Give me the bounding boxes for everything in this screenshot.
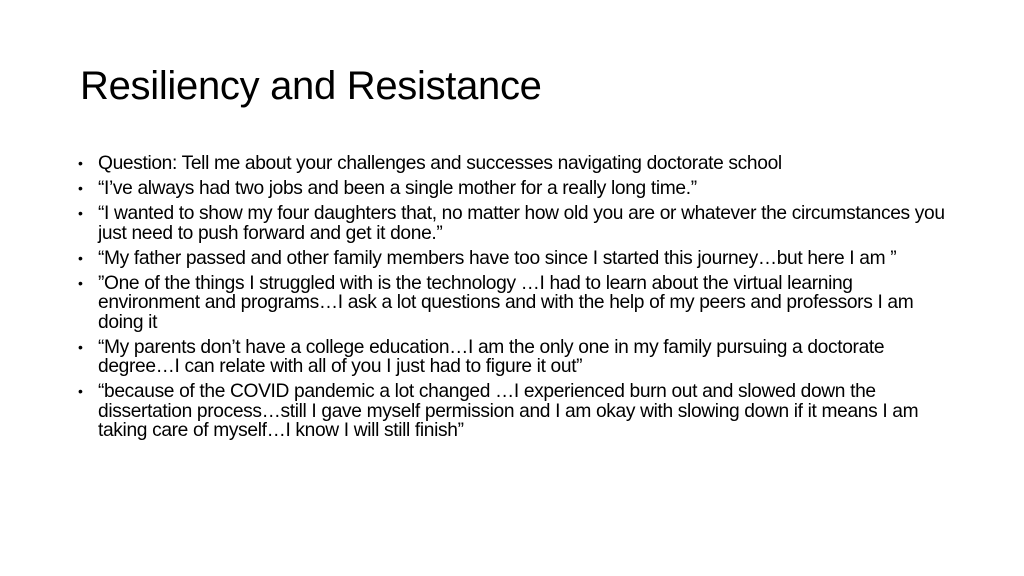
bullet-item-quote (78, 274, 958, 333)
bullet-icon: • (78, 249, 83, 266)
bullet-text: “I’ve always had two jobs and been a single mother for a really long time.” (98, 178, 697, 199)
slide-title: Resiliency and Resistance (80, 64, 542, 108)
bullet-text: “My father passed and other family members have too since I started this journey…but here I am ” (98, 247, 897, 269)
bullet-item-quote (78, 338, 958, 377)
bullet-text: Question: Tell me about your challenges and successes navigating doctorate school (98, 153, 782, 174)
bullet-icon: • (78, 180, 83, 196)
bullet-icon: • (78, 155, 83, 171)
bullet-item-quote (78, 179, 958, 199)
bullet-list (78, 154, 958, 446)
bullet-text: “My parents don’t have a college education…I am the only one in my family pursuing a doctorate degree…I can relate with all of you I just had to figure it out” (98, 336, 885, 377)
bullet-icon: • (78, 274, 83, 291)
bullet-item-quote (78, 204, 958, 243)
bullet-icon: • (78, 338, 83, 355)
bullet-icon: • (78, 383, 83, 399)
bullet-item-question (78, 154, 958, 174)
bullet-text: “because of the COVID pandemic a lot changed …I experienced burn out and slowed down the dissertation process…still I gave myself permission and I am okay with slowing down if it means I am taking care of myself…I know I will still finish” (98, 381, 919, 441)
bullet-text: ”One of the things I struggled with is the technology …I had to learn about the virtual learning environment and programs…I ask a lot questions and with the help of my peers and professors I am doing it (98, 272, 914, 333)
bullet-icon: • (78, 205, 83, 221)
bullet-item-quote (78, 382, 958, 441)
bullet-text: “I wanted to show my four daughters that, no matter how old you are or whatever the circumstances you just need to push forward and get it done.” (98, 203, 945, 244)
bullet-item-quote (78, 249, 958, 269)
